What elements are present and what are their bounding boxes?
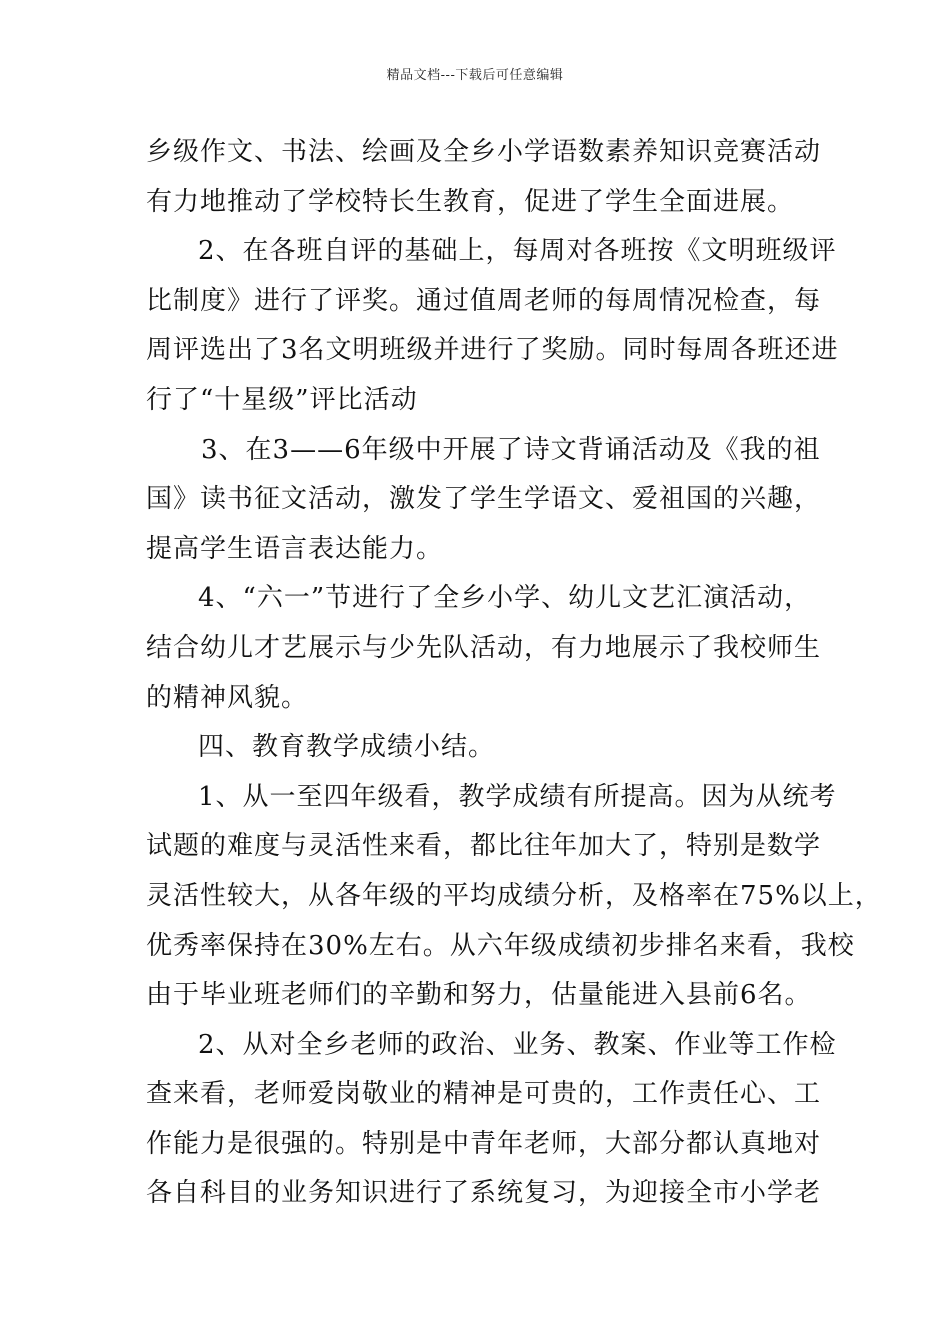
body-line: 2、在各班自评的基础上，每周对各班按《文明班级评 [198,236,837,267]
body-line: 各自科目的业务知识进行了系统复习，为迎接全市小学老 [146,1178,822,1209]
body-line: 3、在3——6年级中开展了诗文背诵活动及《我的祖 [201,434,821,465]
body-line: 有力地推动了学校特长生教育，促进了学生全面进展。 [146,186,795,217]
body-line: 4、“六一”节进行了全乡小学、幼儿文艺汇演活动， [198,583,812,614]
document-body [146,128,882,1219]
body-line: 查来看，老师爱岗敬业的精神是可贵的，工作责任心、工 [146,1079,822,1110]
body-line: 优秀率保持在30%左右。从六年级成绩初步排名来看，我校 [146,930,855,961]
body-line: 1、从一至四年级看，教学成绩有所提高。因为从统考 [198,781,837,812]
body-line: 试题的难度与灵活性来看，都比往年加大了，特别是数学 [146,831,822,862]
body-line: 2、从对全乡老师的政治、业务、教案、作业等工作检 [198,1029,837,1060]
page-header: 精品文档---下载后可任意编辑 [386,68,564,83]
body-line: 乡级作文、书法、绘画及全乡小学语数素养知识竞赛活动 [146,137,822,167]
body-line: 的精神风貌。 [146,682,309,713]
body-line: 行了“十星级”评比活动 [146,384,418,415]
body-line: 国》读书征文活动，激发了学生学语文、爱祖国的兴趣， [146,484,822,515]
body-line: 结合幼儿才艺展示与少先队活动，有力地展示了我校师生 [146,632,822,663]
body-line: 提高学生语言表达能力。 [146,533,444,564]
body-line: 作能力是很强的。特别是中青年老师，大部分都认真地对 [146,1128,822,1159]
body-line: 灵活性较大，从各年级的平均成绩分析，及格率在75%以上， [146,880,882,911]
body-line: 周评选出了3名文明班级并进行了奖励。同时每周各班还进 [146,335,839,366]
body-line: 由于毕业班老师们的辛勤和努力，估量能进入县前6名。 [146,980,812,1011]
body-line: 比制度》进行了评奖。通过值周老师的每周情况检查，每 [146,285,822,316]
section-heading: 四、教育教学成绩小结。 [198,732,496,763]
